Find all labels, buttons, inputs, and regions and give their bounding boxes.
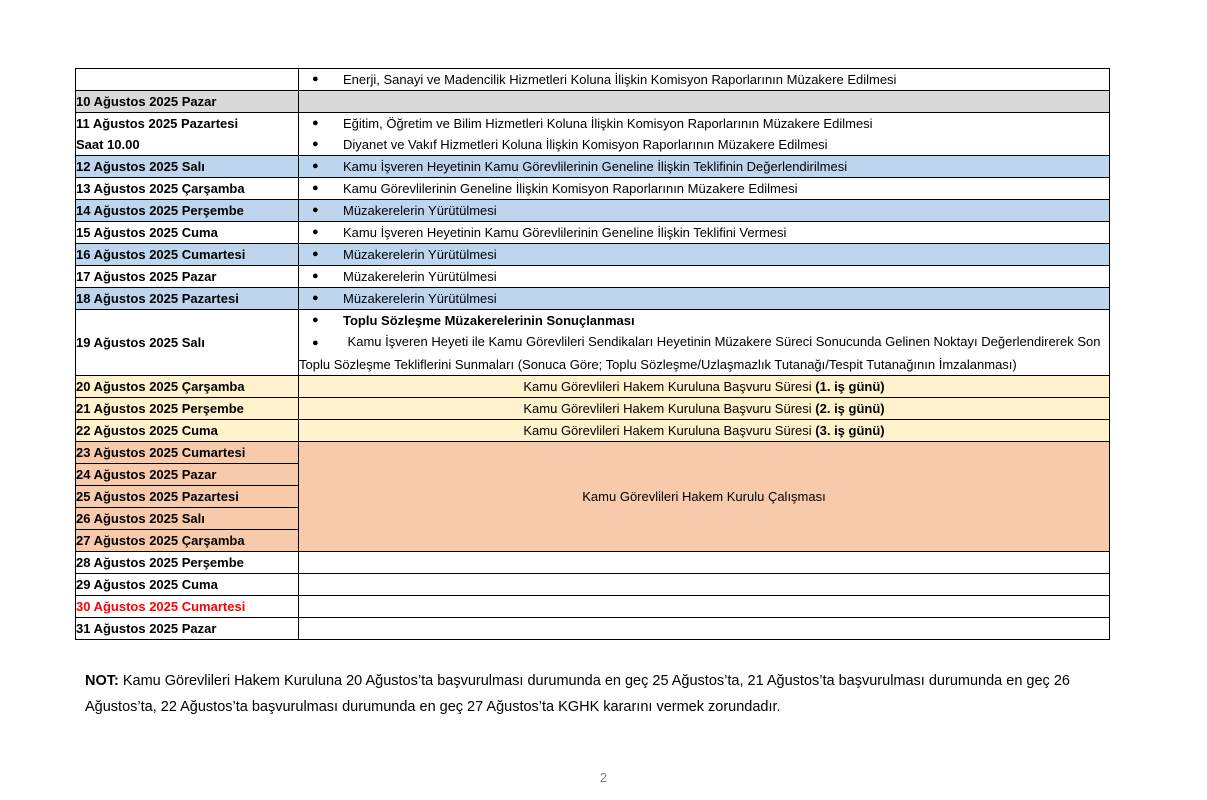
bullet-item: [299, 178, 1109, 199]
date-label: 27 Ağustos 2025 Çarşamba: [76, 533, 245, 548]
activity-cell: [299, 244, 1110, 266]
activity-cell: [299, 310, 1110, 376]
merged-activity-text: Kamu Görevlileri Hakem Kurulu Çalışması: [582, 489, 826, 504]
activity-cell: [299, 156, 1110, 178]
date-cell: [76, 69, 299, 91]
table-row: [76, 178, 1110, 200]
bullet-text: Müzakerelerin Yürütülmesi: [343, 203, 497, 218]
date-label: 18 Ağustos 2025 Pazartesi: [76, 291, 239, 306]
activity-cell: [299, 222, 1110, 244]
table-row: [76, 113, 1110, 156]
table-row: [76, 398, 1110, 420]
bullet-icon: ●: [312, 226, 319, 238]
bullet-icon: ●: [312, 182, 319, 194]
activity-cell: [299, 178, 1110, 200]
date-label: 29 Ağustos 2025 Cuma: [76, 577, 218, 592]
date-cell: [76, 618, 299, 640]
bullet-item: [299, 134, 1109, 155]
bullet-icon: ●: [312, 337, 319, 349]
activity-cell: [299, 596, 1110, 618]
bullet-item: [299, 156, 1109, 177]
table-row: [76, 618, 1110, 640]
bullet-item: [299, 200, 1109, 221]
date-cell: [76, 222, 299, 244]
bullet-item: [299, 310, 1109, 331]
table-row: [76, 222, 1110, 244]
date-label: 11 Ağustos 2025 Pazartesi: [76, 116, 239, 131]
date-label: 24 Ağustos 2025 Pazar: [76, 467, 217, 482]
bullet-icon: ●: [312, 248, 319, 260]
date-label: 31 Ağustos 2025 Pazar: [76, 621, 217, 636]
activity-cell: [299, 288, 1110, 310]
activity-text: Kamu Görevlileri Hakem Kuruluna Başvuru Süresi: [523, 423, 816, 438]
date-cell: [76, 420, 299, 442]
activity-cell: [299, 398, 1110, 420]
bullet-icon: ●: [312, 117, 319, 129]
activity-text: Kamu Görevlileri Hakem Kuruluna Başvuru Süresi: [523, 401, 816, 416]
date-label: 16 Ağustos 2025 Cumartesi: [76, 247, 246, 262]
table-row: [76, 574, 1110, 596]
date-label: 15 Ağustos 2025 Cuma: [76, 225, 218, 240]
table-row: [76, 266, 1110, 288]
activity-text-bold: (1. iş günü): [815, 379, 885, 394]
table-row: [76, 420, 1110, 442]
activity-cell: [299, 200, 1110, 222]
activity-cell: [299, 69, 1110, 91]
date-label: 28 Ağustos 2025 Perşembe: [76, 555, 244, 570]
activity-text-bold: (3. iş günü): [815, 423, 885, 438]
activity-cell: [299, 618, 1110, 640]
bullet-text: Enerji, Sanayi ve Madencilik Hizmetleri Koluna İlişkin Komisyon Raporlarının Müzakere Edilmesi: [343, 72, 897, 87]
date-label: 20 Ağustos 2025 Çarşamba: [76, 379, 245, 394]
date-cell: [76, 508, 299, 530]
table-row: [76, 91, 1110, 113]
date-label: 19 Ağustos 2025 Salı: [76, 335, 205, 350]
bullet-item: [299, 222, 1109, 243]
date-cell: [76, 530, 299, 552]
bullet-text: Müzakerelerin Yürütülmesi: [343, 291, 497, 306]
schedule-table-wrap: [75, 68, 1107, 640]
activity-cell: [299, 420, 1110, 442]
bullet-item: [299, 69, 1109, 90]
date-cell: [76, 310, 299, 376]
date-cell: [76, 200, 299, 222]
bullet-text: Kamu İşveren Heyetinin Kamu Görevlilerinin Geneline İlişkin Teklifini Vermesi: [343, 225, 787, 240]
date-label: 25 Ağustos 2025 Pazartesi: [76, 489, 239, 504]
bullet-text: Kamu İşveren Heyetinin Kamu Görevlilerinin Geneline İlişkin Teklifinin Değerlendirilmesi: [343, 159, 848, 174]
bullet-text: Kamu Görevlilerinin Geneline İlişkin Komisyon Raporlarının Müzakere Edilmesi: [343, 181, 798, 196]
date-cell: [76, 398, 299, 420]
bullet-text: Diyanet ve Vakıf Hizmetleri Koluna İlişkin Komisyon Raporlarının Müzakere Edilmesi: [343, 137, 828, 152]
activity-cell: [299, 91, 1110, 113]
bullet-icon: ●: [312, 138, 319, 150]
bullet-item: [299, 288, 1109, 309]
date-cell: [76, 91, 299, 113]
bullet-item: [299, 244, 1109, 265]
bullet-icon: ●: [312, 292, 319, 304]
bullet-text: Eğitim, Öğretim ve Bilim Hizmetleri Koluna İlişkin Komisyon Raporlarının Müzakere Edilmesi: [343, 116, 873, 131]
schedule-table: [75, 68, 1110, 640]
table-row: [76, 288, 1110, 310]
date-label: 30 Ağustos 2025 Cumartesi: [76, 599, 246, 614]
note-paragraph: [85, 668, 1105, 720]
activity-cell: [299, 442, 1110, 552]
bullet-text: Toplu Sözleşme Müzakerelerinin Sonuçlanması: [343, 313, 635, 328]
date-cell: [76, 574, 299, 596]
note-text: Kamu Görevlileri Hakem Kuruluna 20 Ağustos’ta başvurulması durumunda en geç 25 Ağustos’ta, 21 Ağustos’ta başvurulması durumunda en geç 26 Ağustos’ta, 22 Ağustos’ta başvurulması durumunda en geç 27 Ağustos’ta KGHK kararını vermek zorundadır.: [85, 673, 1070, 715]
date-label: 26 Ağustos 2025 Salı: [76, 511, 205, 526]
date-cell: [76, 288, 299, 310]
date-cell: [76, 156, 299, 178]
bullet-text: Müzakerelerin Yürütülmesi: [343, 247, 497, 262]
activity-cell: [299, 376, 1110, 398]
bullet-item: [299, 113, 1109, 134]
date-cell: [76, 596, 299, 618]
table-row: [76, 442, 1110, 464]
activity-cell: [299, 552, 1110, 574]
date-label: 14 Ağustos 2025 Perşembe: [76, 203, 244, 218]
date-cell: [76, 113, 299, 156]
table-row: [76, 310, 1110, 376]
bullet-icon: ●: [312, 204, 319, 216]
table-row: [76, 156, 1110, 178]
activity-cell: [299, 266, 1110, 288]
bullet-item: ● Kamu İşveren Heyeti ile Kamu Görevlileri Sendikaları Heyetinin Müzakere Süreci Sonucunda Gelinen Noktayı Değerlendirerek Son Toplu Sözleşme Tekliflerini Sunmaları (Sonuca Göre; Toplu Sözleşme/Uzlaşmazlık Tutanağı/Tespit Tutanağının İmzalanması): [299, 334, 1101, 372]
date-cell: [76, 178, 299, 200]
table-row: [76, 552, 1110, 574]
table-row: [76, 200, 1110, 222]
date-cell: [76, 376, 299, 398]
date-label: 23 Ağustos 2025 Cumartesi: [76, 445, 246, 460]
table-row: [76, 244, 1110, 266]
date-cell: [76, 442, 299, 464]
note-label: NOT:: [85, 673, 119, 689]
table-row: [76, 376, 1110, 398]
date-label: 13 Ağustos 2025 Çarşamba: [76, 181, 245, 196]
table-row: [76, 69, 1110, 91]
bullet-icon: ●: [312, 73, 319, 85]
activity-cell: [299, 574, 1110, 596]
activity-text: Kamu Görevlileri Hakem Kuruluna Başvuru Süresi: [523, 379, 816, 394]
page-number: 2: [599, 770, 608, 785]
date-label: 10 Ağustos 2025 Pazar: [76, 94, 217, 109]
date-time-label: Saat 10.00: [76, 137, 140, 152]
date-cell: [76, 552, 299, 574]
date-label: 21 Ağustos 2025 Perşembe: [76, 401, 244, 416]
bullet-icon: ●: [312, 160, 319, 172]
bullet-icon: ●: [312, 270, 319, 282]
date-label: 12 Ağustos 2025 Salı: [76, 159, 205, 174]
table-row: [76, 596, 1110, 618]
date-cell: [76, 464, 299, 486]
bullet-item: [299, 266, 1109, 287]
activity-text-bold: (2. iş günü): [815, 401, 885, 416]
schedule-table-body: [76, 69, 1110, 640]
activity-cell: [299, 113, 1110, 156]
bullet-icon: ●: [312, 314, 319, 326]
date-label: 22 Ağustos 2025 Cuma: [76, 423, 218, 438]
date-cell: [76, 244, 299, 266]
date-label: 17 Ağustos 2025 Pazar: [76, 269, 217, 284]
bullet-text: Müzakerelerin Yürütülmesi: [343, 269, 497, 284]
date-cell: [76, 266, 299, 288]
date-cell: [76, 486, 299, 508]
